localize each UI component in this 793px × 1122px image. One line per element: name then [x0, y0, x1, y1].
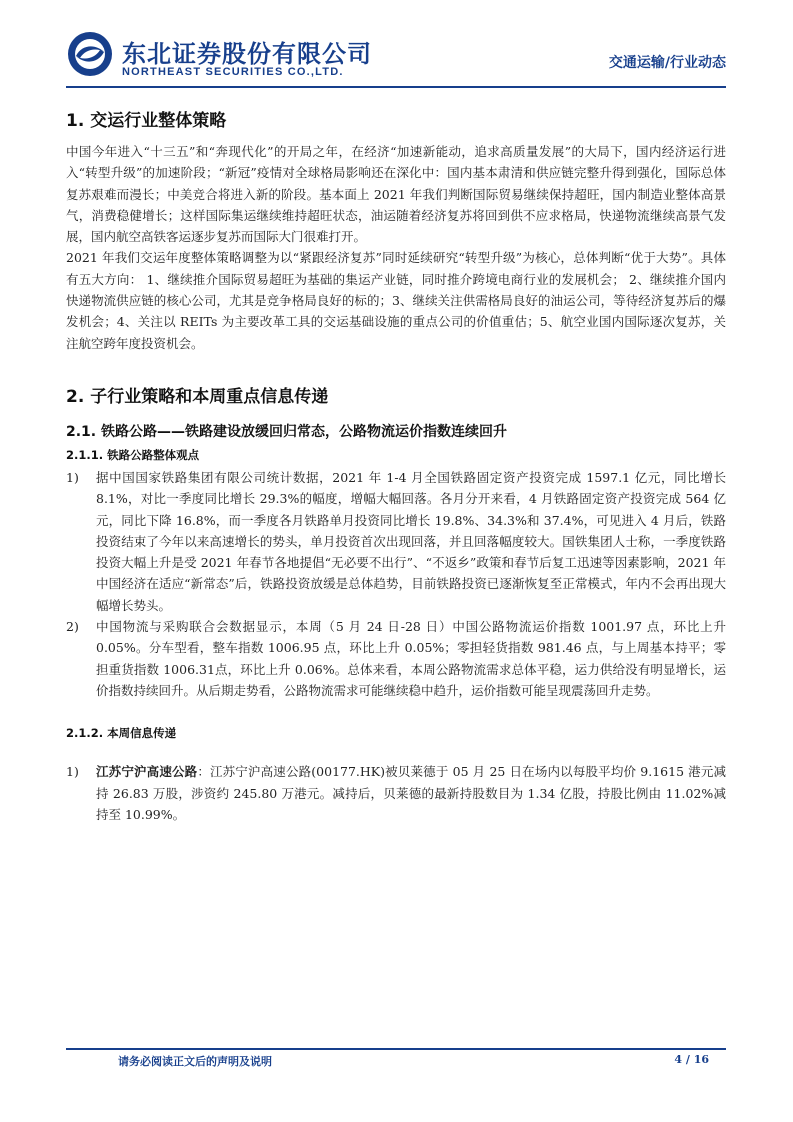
footer-disclaimer: 请务必阅读正文后的声明及说明 — [118, 1055, 272, 1068]
news-item-company: 江苏宁沪高速公路 — [96, 764, 198, 780]
list-item-number: 2) — [66, 619, 79, 635]
list-item — [66, 616, 726, 701]
footer-divider — [66, 1048, 726, 1050]
paragraph: 2021 年我们交运年度整体策略调整为以“紧跟经济复苏”同时延续研究“转型升级”为核心，总体判断“优于大势”。具体有五大方向： 1、继续推介国际贸易超旺为基础的集运产业链，同时推介跨境电商行业的发展机会； 2、继续推介国内快递物流供应链的核心公司，尤其是竞争格局良好的标的；3、继续关注供需格局良好的油运公司，等待经济复苏后的爆发机会；4、关注以 REITs 为主要改革工具的交运基础设施的重点公司的价值重估；5、航空业国内国际逐次复苏，关注航空跨年度投资机会。 — [66, 250, 726, 351]
paragraph: 中国今年进入“十三五”和“奔现代化”的开局之年，在经济“加速新能动，追求高质量发展”的大局下，国内经济运行进入“转型升级”的加速阶段；“新冠”疫情对全球格局影响还在深化中：国内基本肃清和供应链完整升得到强化，国际总体复苏艰难而漫长；中美竞合将进入新的阶段。基本面上 2021 年我们判断国际贸易继续保持超旺，国内制造业整体高景气，消费稳健增长；这样国际集运继续维持超旺状态，油运随着经济复苏将回到供不应求格局，快递物流继续高景气发展，国内航空高铁客运逐步复苏而国际大门很难打开。 — [66, 144, 726, 245]
section-1-heading: 1. 交运行业整体策略 — [66, 111, 227, 131]
page-header — [66, 30, 726, 86]
news-item — [66, 761, 726, 825]
header-divider — [66, 86, 726, 88]
report-body — [66, 98, 726, 825]
list-item-text: 中国物流与采购联合会数据显示，本周（5 月 24 日-28 日）中国公路物流运价指数 1001.97 点，环比上升 0.05%。分车型看，整车指数 1006.95 点，环比上升 0.05%；零担轻货指数 981.46 点，与上周基本持平；零担重货指数 1006.31点，环比上升 0.06%。总体来看，本周公路物流需求总体平稳，运力供给没有明显增长，运价指数持续回升。从后期走势看，公路物流需求可能继续稳中趋升，运价指数可能呈现震荡回升走势。 — [96, 619, 726, 698]
section-2-1-2-heading: 2.1.2. 本周信息传递 — [66, 726, 177, 741]
report-category: 交通运输/行业动态 — [608, 55, 726, 71]
list-item-number: 1) — [66, 469, 79, 485]
section-1-text — [66, 141, 726, 354]
section-2-heading: 2. 子行业策略和本周重点信息传递 — [66, 386, 329, 407]
company-name-cn: 东北证券股份有限公司 — [122, 40, 372, 68]
weekly-news — [66, 761, 726, 825]
northeast-securities-logo-icon — [66, 30, 114, 78]
company-name-en: NORTHEAST SECURITIES CO.,LTD. — [122, 66, 344, 78]
news-item-body: ：江苏宁沪高速公路(00177.HK)被贝莱德于 05 月 25 日在场内以每股平均价 9.1615 港元减持 26.83 万股，涉资约 245.80 万港元。减持后，贝莱德的最新持股数目为 1.34 亿股，持股比例由 11.02%减持至 10.99%。 — [96, 764, 726, 822]
section-2-1-heading: 2.1. 铁路公路——铁路建设放缓回归常态，公路物流运价指数连续回升 — [66, 423, 507, 440]
list-item-text: 据中国国家铁路集团有限公司统计数据，2021 年 1-4 月全国铁路固定资产投资完成 1597.1 亿元，同比增长 8.1%，对比一季度同比增长 29.3%的幅度，增幅大幅回落。各月分开来看，4 月铁路固定资产投资完成 564 亿元，同比下降 16.8%，而一季度各月铁路单月投资同比增长 19.8%、34.3%和 37.4%，可见进入 4 月后，铁路投资结束了今年以来高速增长的势头，单月投资首次出现回落，并且回落幅度较大。国铁集团人士称，一季度铁路投资大幅上升是受 2021 年春节各地提倡“无必要不出行”、“不返乡”政策和春节后复工迅速等因素影响，2021 年中国经济在适应“新常态”后，铁路投资放缓是总体趋势，目前铁路投资已逐渐恢复至正常模式，年内不会再出现大幅增长势头。 — [96, 469, 726, 613]
list-item — [66, 467, 726, 616]
news-item-text — [96, 761, 726, 825]
news-item-number: 1) — [66, 764, 79, 780]
railway-highway-views — [66, 467, 726, 701]
page-number: 4 / 16 — [674, 1053, 709, 1066]
section-2-1-1-heading: 2.1.1. 铁路公路整体观点 — [66, 447, 200, 462]
